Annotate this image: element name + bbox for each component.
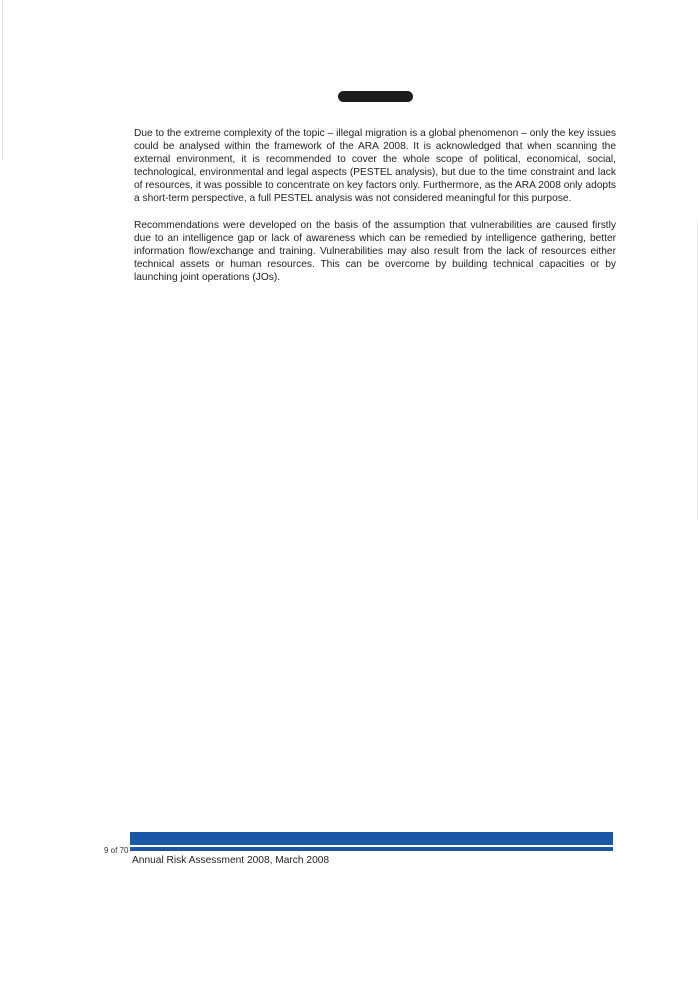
paragraph-1: Due to the extreme complexity of the topic – illegal migration is a global phenomenon – only the key issues could be analysed within the framework of the ARA 2008. It is acknowledged that when scanning the external environment, it is recommended to cover the whole scope of political, economical, social, technological, environmental and legal aspects (PESTEL analysis), but due to the time constraint and lack of resources, it was possible to concentrate on key factors only. Furthermore, as the ARA 2008 only adopts a short-term perspective, a full PESTEL analysis was not considered meaningful for this purpose. — [134, 128, 616, 205]
redaction-bar — [338, 91, 413, 102]
page-number: 9 of 70 — [104, 846, 129, 855]
paragraph-2: Recommendations were developed on the basis of the assumption that vulnerabilities are caused firstly due to an intelligence gap or lack of awareness which can be remedied by intelligence gathering, better information flow/exchange and training. Vulnerabilities may also result from the lack of resources either technical assets or human resources. This can be overcome by building technical capacities or by launching joint operations (JOs). — [134, 219, 616, 283]
footer-title: Annual Risk Assessment 2008, March 2008 — [132, 855, 330, 866]
footer-band — [130, 832, 613, 853]
body-text — [134, 127, 616, 297]
footer-band-top — [130, 832, 613, 845]
scan-edge-left — [2, 0, 3, 160]
footer-band-bottom — [130, 847, 613, 851]
scan-edge-right — [697, 220, 698, 520]
